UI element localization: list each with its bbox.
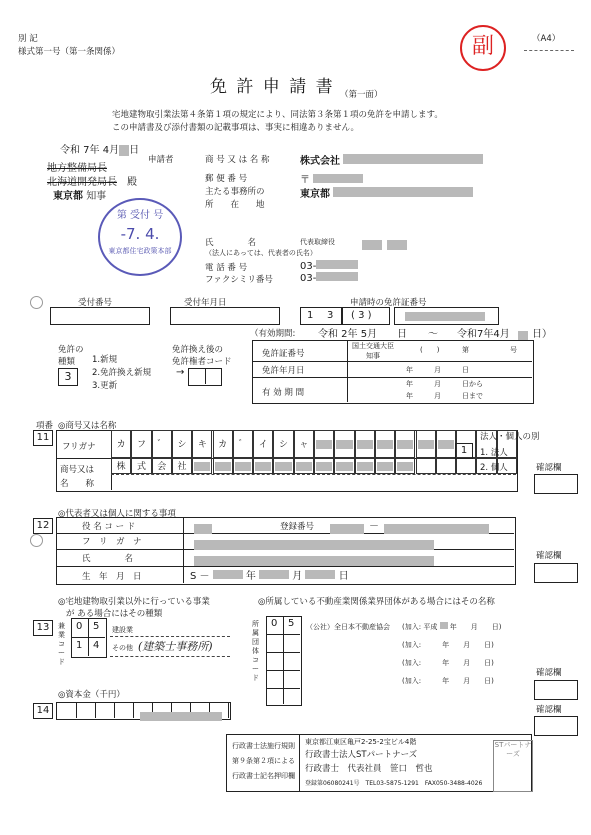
sec12-confirm-box[interactable] [534,563,578,583]
char-cell [395,430,415,458]
firm-seal: STパートナーズ [493,740,533,792]
sec11-confirm-box[interactable] [534,474,578,494]
struck-hokkaido-bureau: 北海道開発局長 [47,177,117,188]
char-cell [213,458,233,474]
char-cell [273,458,293,474]
license-count-box: ( 3 ) [342,307,390,325]
license-number-box [394,307,499,325]
char-cell: イ [253,430,273,458]
applicant-label: 申請者 [148,155,174,165]
assoc-code-label: 所属団体コード [252,620,259,682]
assoc-join-4: (加入: 年 月 日) [402,677,494,685]
sec13-title-1: ◎宅地建物取引業以外に行っている事業 [58,597,210,607]
page-title: 免 許 申 請 書 [210,77,335,97]
birth-label: 生 年 月 日 [82,572,142,582]
sec12-code: 12 [33,518,53,534]
fax-value: 03- [300,272,358,284]
option-new: 1.新規 [92,355,118,365]
old-license-no-label: 免許証番号 [262,349,305,359]
assoc-code-grid: 0 5 [266,616,302,706]
reception-date-box [170,307,280,325]
reg-no-label: 登録番号 [280,522,315,532]
char-cell: 社 [172,458,192,474]
char-cell [395,458,415,474]
transfer-code-label-1: 免許換え後の [172,345,224,355]
struck-regional-bureau: 地方整備局長 [47,163,107,174]
char-cell [416,458,436,474]
char-cell: 株 [111,458,131,474]
rep-title: 代表取締役 [300,238,335,246]
transfer-code-label-2: 免許権者コード [172,357,232,367]
sec14-code: 14 [33,703,53,719]
office-address: 東京都 [300,185,473,200]
entity-type-label: 法人・個人の別 [480,432,540,442]
role-code-label: 役 名 コ ー ド [82,522,136,532]
rep-furigana-label: フ リ ガ ナ [82,537,142,547]
char-cell [294,458,314,474]
char-cell [253,458,273,474]
char-cell: キ [192,430,212,458]
application-date: 令和 7年 4月 日 [60,145,140,156]
license-code-box: 1 3 [300,307,342,325]
biz-2-name: その他 [112,644,133,652]
sec13-confirm-label: 確認欄 [536,668,562,678]
char-cell: 会 [152,458,172,474]
annex-label: 別 記 [18,34,38,44]
firm-address: 東京都江東区亀戸2-25-2宝ビル4階 [305,738,417,746]
footer-law-3: 行政書士記名押印欄 [232,772,295,780]
char-cell [334,458,354,474]
firm-rep: 行政書士 代表社員 笹口 哲也 [305,764,433,774]
sec13-code: 13 [33,620,53,636]
char-cell [375,430,395,458]
old-license-period-label: 有 効 期 間 [262,388,305,398]
assoc-join-3: (加入: 年 月 日) [402,659,494,667]
reception-no-box [50,307,150,325]
birth-value: S － 年 月 日 [190,571,349,582]
char-cell: ャ [294,430,314,458]
punch-hole [30,534,43,547]
assoc-name: （公社）全日本不動産協会 [306,623,390,631]
postal-value: 〒 [300,171,363,186]
char-cell [314,458,334,474]
char-cell [355,430,375,458]
char-cell: カ [213,430,233,458]
char-cell [334,430,354,458]
sec14-confirm-label: 確認欄 [536,705,562,715]
sec12-confirm-label: 確認欄 [536,551,562,561]
sec14-title: ◎資本金（千円） [58,690,125,700]
license-type-value: 3 [58,368,78,386]
biz-1-name: 建設業 [112,626,133,634]
char-cell: フ [131,430,151,458]
char-cell [375,458,395,474]
name-note: （法人にあっては、代表者の氏名） [205,249,317,257]
punch-hole [30,296,43,309]
entity-type-value: 1 [455,443,473,459]
tel-label: 電 話 番 号 [205,263,248,273]
char-cell: カ [111,430,131,458]
name-label-1: 商号又は [60,465,95,475]
firm-reg: 登録第06080241号 TEL03-5875-1291 FAX050-3488-4026 [305,780,483,787]
transfer-code-box [188,368,222,386]
license-type-label-1: 免許の [58,345,84,355]
footer-law-1: 行政書士法施行規則 [232,742,295,750]
char-cell: ゛ [233,430,253,458]
validity-from: 令和 2年 5月 [318,329,378,340]
honorific: 殿 [127,177,137,188]
sec13-confirm-box[interactable] [534,680,578,700]
intro-line-1: 宅地建物取引業法第４条第１項の規定により、同法第３条第１項の免許を申請します。 [112,110,443,120]
entity-individual: 2. 個人 [480,463,508,473]
item-no-label: 項番 [36,421,54,431]
sec13-title-2: ◎所属している不動産業関係業界団体がある場合にはその名称 [258,597,495,607]
char-cell [436,430,456,458]
office-label-1: 主たる事務所の [205,187,265,197]
char-cell [456,458,476,474]
validity-label: （有効期間: [250,329,296,339]
assoc-join-2: (加入: 年 月 日) [402,641,494,649]
option-renewal: 3.更新 [92,381,118,391]
name-label: 氏 名 [205,238,257,248]
reception-date-label: 受付年月日 [184,298,227,308]
entity-corporate: 1. 法人 [480,448,508,458]
rep-name-label: 氏 名 [82,554,134,564]
biz-code-label: 兼業コード [58,622,65,666]
trade-name-label: 商 号 又 は 名 称 [205,155,270,165]
char-cell [233,458,253,474]
office-label-2: 所 在 地 [205,200,265,210]
form-number: 様式第一号（第一条関係） [18,47,121,57]
char-cell: ゛ [152,430,172,458]
furigana-label: フリガナ [62,442,96,452]
firm-name: 行政書士法人STパートナーズ [305,750,418,760]
tel-value: 03- [300,260,358,272]
char-cell: 式 [131,458,151,474]
sec13-title-1b: が ある場合にはその種類 [66,609,163,619]
sec11-confirm-label: 確認欄 [536,463,562,473]
footer-law-2: 第９条第２項による [232,757,295,765]
license-type-label-2: 種類 [58,357,76,367]
sec14-confirm-box[interactable] [534,716,578,736]
name-label-2: 名 称 [60,479,95,489]
governor-line: 東京都 知事 [53,191,107,202]
biz-code-grid: 0 5 1 4 [71,618,107,658]
assoc-join-1: (加入: 平成 年 月 日) [402,623,502,631]
postal-label: 郵 便 番 号 [205,174,248,184]
reception-stamp: 第 受付 号 -7. 4. 東京都住宅政策本部 [98,198,182,276]
sec11-title: ◎商号又は名称 [58,421,117,431]
char-cell [416,430,436,458]
char-cell: シ [172,430,192,458]
reception-no-label: 受付番号 [78,298,113,308]
page-number: （第一面） [340,90,383,100]
char-cell: シ [273,430,293,458]
trade-name-value: 株式会社 [300,152,483,167]
char-cell [192,458,212,474]
char-cell [314,430,334,458]
license-no-label: 申請時の免許証番号 [350,298,427,308]
duplicate-seal: 副 [460,25,506,71]
sec11-code: 11 [33,430,53,446]
fax-label: ファクシミリ番号 [205,275,273,285]
sec12-title: ◎代表者又は個人に関する事項 [58,509,176,519]
old-license-date-label: 免許年月日 [262,366,305,376]
intro-line-2: この申請書及び添付書類の記載事項は、事実に相違ありません。 [112,123,360,133]
option-transfer: 2.免許換え新規 [92,368,152,378]
paper-size: （A4） [532,34,561,44]
biz-2-handwritten: (建築士事務所) [138,640,213,653]
char-cell [436,458,456,474]
char-cell [355,458,375,474]
validity-to: 令和7年4月 [457,329,510,340]
